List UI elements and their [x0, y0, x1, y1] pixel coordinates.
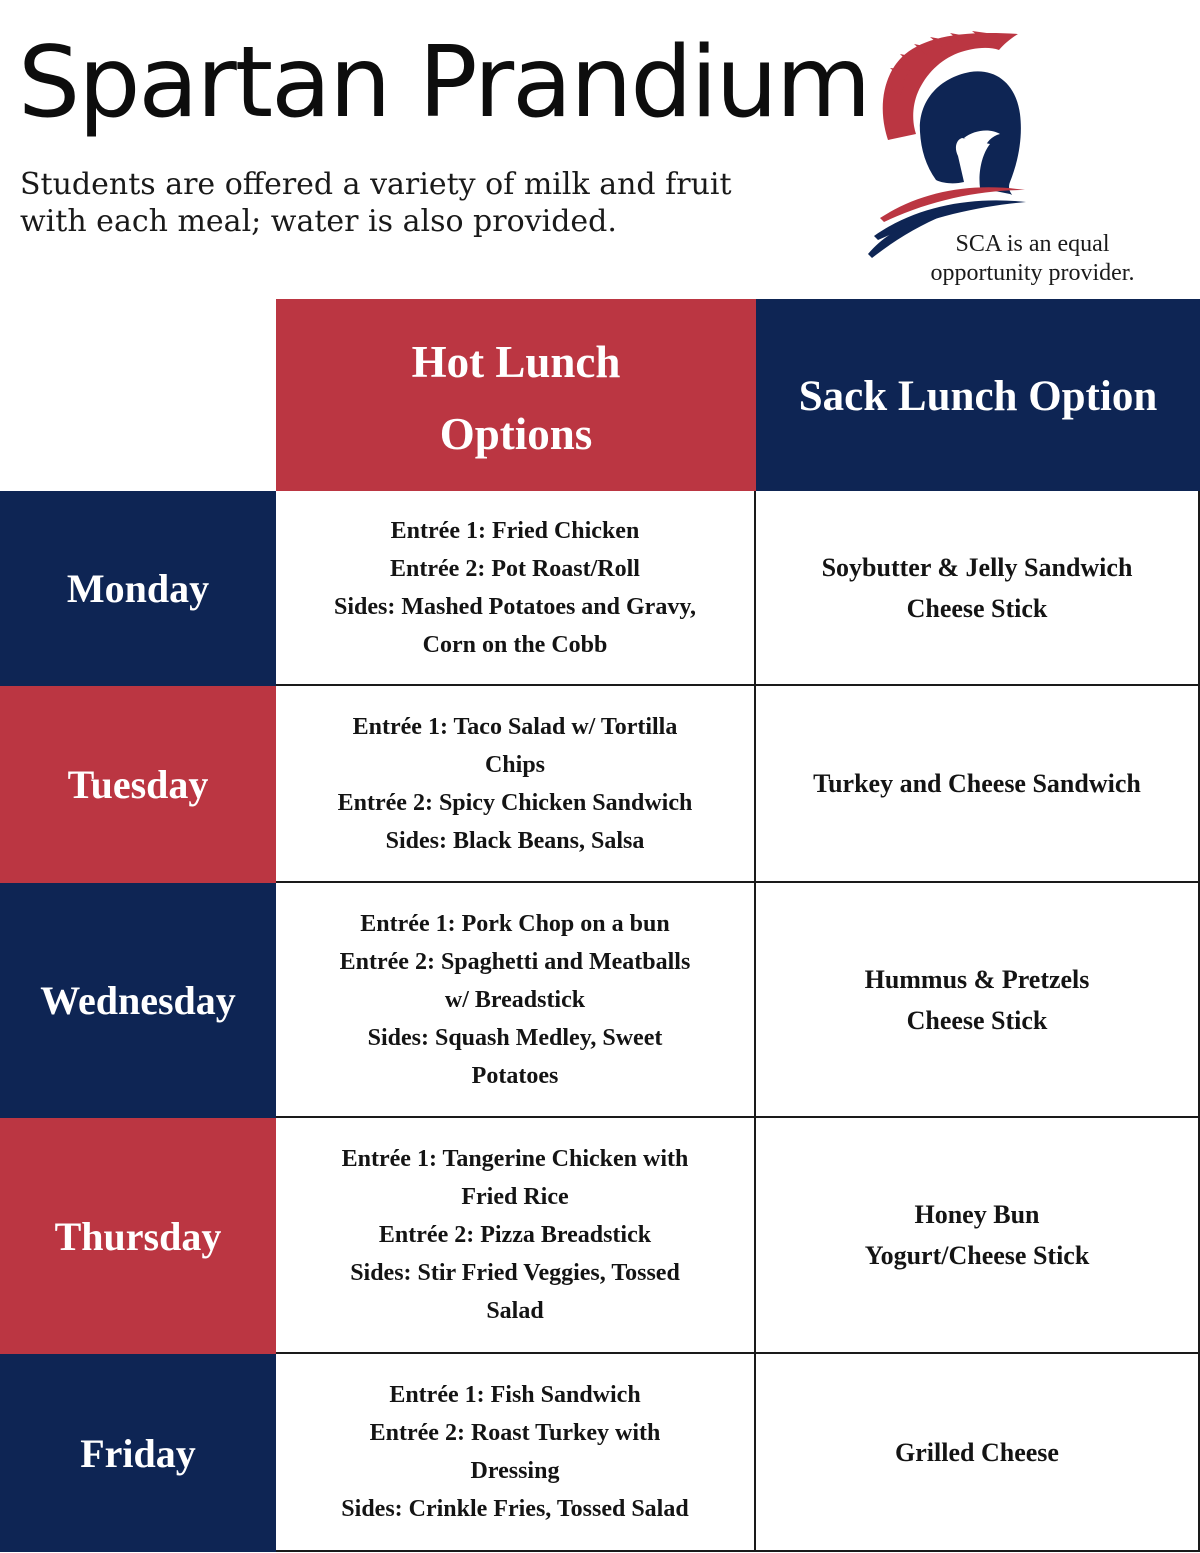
menu-line: Sides: Mashed Potatoes and Gravy,: [333, 593, 696, 620]
menu-line: Honey Bun: [914, 1200, 1040, 1229]
menu-line: Soybutter & Jelly Sandwich: [821, 552, 1133, 582]
menu-line: Dressing: [470, 1458, 560, 1484]
hot-lunch-wednesday: [276, 883, 756, 1118]
menu-line: Entrée 1: Tangerine Chicken with: [341, 1146, 689, 1172]
sack-lunch-thursday: [756, 1118, 1200, 1354]
sack-lunch-header: Sack Lunch Option: [756, 299, 1200, 491]
menu-line: Cheese Stick: [906, 593, 1048, 623]
menu-line: Chips: [484, 751, 546, 778]
menu-line: Entrée 2: Pot Roast/Roll: [390, 555, 640, 582]
menu-line: Sides: Black Beans, Salsa: [385, 827, 645, 854]
day-tuesday: Tuesday: [0, 686, 276, 883]
header-line: Options: [439, 409, 593, 459]
hot-lunch-monday: [276, 491, 756, 686]
menu-line: Grilled Cheese: [895, 1437, 1059, 1467]
hot-lunch-header: [276, 299, 756, 491]
menu-line: Entrée 1: Taco Salad w/ Tortilla: [352, 713, 678, 740]
menu-line: Salad: [486, 1298, 544, 1324]
milk-fruit-note: [20, 166, 780, 240]
menu-line: Fried Rice: [461, 1184, 569, 1210]
menu-line: Entrée 1: Fried Chicken: [390, 517, 640, 544]
equal-opportunity-statement: [900, 230, 1165, 288]
menu-line: w/ Breadstick: [444, 986, 586, 1013]
menu-line: Entrée 1: Pork Chop on a bun: [360, 910, 670, 937]
menu-line: Cheese Stick: [906, 1005, 1048, 1035]
hot-lunch-tuesday: [276, 686, 756, 883]
sack-lunch-wednesday: [756, 883, 1200, 1118]
menu-line: Entrée 2: Roast Turkey with: [369, 1420, 661, 1446]
note-line: Students are offered a variety of milk and fruit: [20, 167, 732, 202]
note-line: with each meal; water is also provided.: [20, 204, 617, 239]
menu-line: Turkey and Cheese Sandwich: [813, 769, 1141, 798]
menu-line: Potatoes: [471, 1062, 559, 1089]
spartan-helmet-icon: [860, 22, 1030, 262]
menu-line: Corn on the Cobb: [422, 631, 608, 658]
hot-lunch-friday: [276, 1354, 756, 1552]
day-wednesday: Wednesday: [0, 883, 276, 1118]
menu-line: Sides: Squash Medley, Sweet: [367, 1024, 663, 1051]
menu-line: Entrée 2: Pizza Breadstick: [378, 1222, 652, 1248]
statement-line: SCA is an equal: [955, 231, 1110, 257]
sack-lunch-friday: [756, 1354, 1200, 1552]
menu-line: Entrée 1: Fish Sandwich: [389, 1382, 641, 1408]
menu-line: Hummus & Pretzels: [864, 964, 1090, 994]
hot-lunch-thursday: [276, 1118, 756, 1354]
sack-lunch-tuesday: [756, 686, 1200, 883]
day-friday: Friday: [0, 1354, 276, 1552]
menu-line: Entrée 2: Spicy Chicken Sandwich: [337, 789, 693, 816]
lunch-menu-table: [0, 299, 1200, 1553]
menu-line: Yogurt/Cheese Stick: [864, 1241, 1090, 1270]
sack-lunch-monday: [756, 491, 1200, 686]
corner-blank-cell: [0, 299, 276, 491]
statement-line: opportunity provider.: [930, 260, 1135, 286]
menu-line: Sides: Crinkle Fries, Tossed Salad: [341, 1496, 689, 1522]
day-monday: Monday: [0, 491, 276, 686]
day-thursday: Thursday: [0, 1118, 276, 1354]
page-title: Spartan Prandium: [18, 26, 870, 140]
menu-line: Entrée 2: Spaghetti and Meatballs: [339, 948, 691, 975]
menu-line: Sides: Stir Fried Veggies, Tossed: [350, 1260, 680, 1286]
header-line: Hot Lunch: [411, 337, 621, 387]
